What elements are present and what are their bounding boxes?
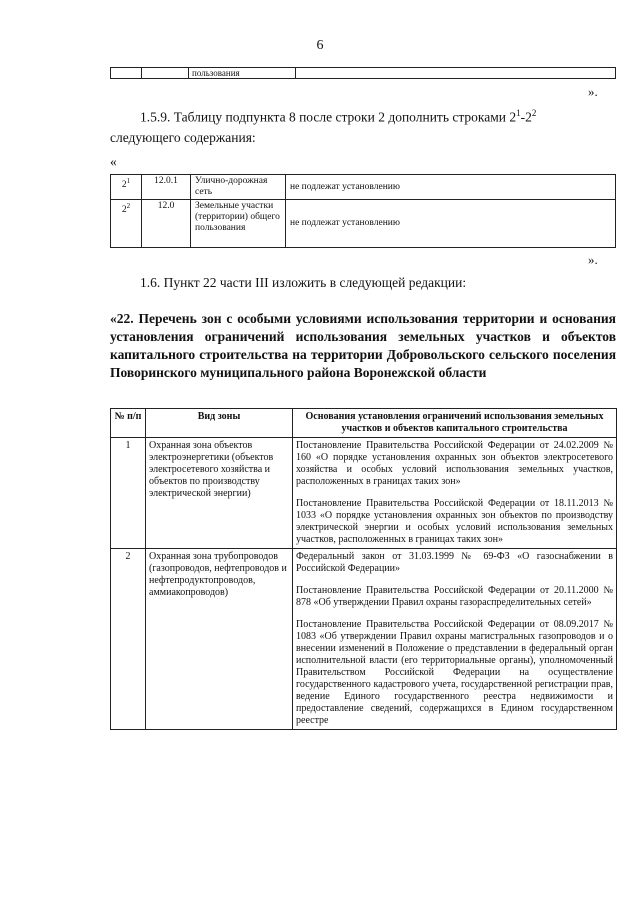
paragraph-1-5-9-cont: следующего содержания: [110,130,256,145]
paragraph-text: -2 [520,109,532,125]
table-cell: пользования [189,68,296,79]
section-heading: «22. Перечень зон с особыми условиями использования территории и основания установления ограничений использования земельных участков и объектов капитального строительства на территории Добровольского сельского поселения Поворинского муниципального района Воронежской области [110,311,616,380]
row-value: не подлежат установлению [286,175,616,200]
page-number: 6 [316,38,324,53]
row-code: 12.0.1 [142,175,191,200]
zone-name: Охранная зона объектов электроэнергетики (объектов электросетевого хозяйства и объектов по производству электрической энергии) [146,438,293,549]
table-row [111,549,617,730]
header-zone: Вид зоны [146,409,293,438]
header-num: № п/п [111,409,146,438]
basis-cell [293,549,617,730]
row-name: Земельные участки (территории) общего пользования [191,200,286,248]
paragraph-1-6: 1.6. Пункт 22 части III изложить в следующей редакции: [140,275,467,290]
closing-quote: ». [588,84,598,99]
table-cell [111,68,142,79]
row-code: 12.0 [142,200,191,248]
row-number: 2 [111,549,146,730]
zone-name: Охранная зона трубопроводов (газопроводов, нефтепроводов и нефтепродуктопроводов, аммиакопроводов) [146,549,293,730]
table-row [111,175,616,200]
basis-paragraph: Постановление Правительства Российской Федерации от 24.02.2009 № 160 «О порядке установления охранных зон объектов электросетевого хозяйства и особых условий использования земельных участков, расположенных в границах таких зон» [296,440,613,487]
header-basis: Основания установления ограничений использования земельных участков и объектов капитального строительства [293,409,617,438]
basis-paragraph: Постановление Правительства Российской Федерации от 18.11.2013 № 1033 «О порядке установления охранных зон объектов по производству электрической энергии и особых условий использования земельных участков, расположенных в границах таких зон» [296,498,613,545]
table-cell [296,68,616,79]
table-row [111,200,616,248]
row-number: $2^2$ [111,200,142,248]
row-number: $2^1$ [111,175,142,200]
zones-table [110,408,617,730]
closing-quote: ». [588,252,598,267]
row-name: Улично-дорожная сеть [191,175,286,200]
table-header-row [111,409,617,438]
basis-cell [293,438,617,549]
opening-quote: « [110,154,117,169]
table-row [111,438,617,549]
continued-table [110,67,616,79]
inserted-rows-table [110,174,616,248]
basis-paragraph: Постановление Правительства Российской Федерации от 08.09.2017 № 1083 «Об утверждении Правил охраны магистральных газопроводов и о внесении изменений в Положение о представлении в федеральный орган исполнительной власти (его территориальные органы), уполномоченный Правительством Российской Федерации на осуществление государственного кадастрового учета, государственной регистрации прав, ведение Единого государственного реестра недвижимости и предоставление сведений, содержащихся в Едином государственном реестре [296,619,613,726]
basis-paragraph: Федеральный закон от 31.03.1999 № 69-ФЗ «О газоснабжении в Российской Федерации» [296,551,613,574]
paragraph-text: 1.5.9. Таблицу подпункта 8 после строки 2 дополнить строками 2 [140,109,517,125]
paragraph-1-5-9 [140,104,620,127]
row-value: не подлежат установлению [286,200,616,248]
table-cell [142,68,189,79]
row-number: 1 [111,438,146,549]
basis-paragraph: Постановление Правительства Российской Федерации от 20.11.2000 № 878 «Об утверждении Правил охраны газораспределительных сетей» [296,585,613,608]
superscript: 1 [516,108,521,118]
superscript: 2 [531,108,537,118]
